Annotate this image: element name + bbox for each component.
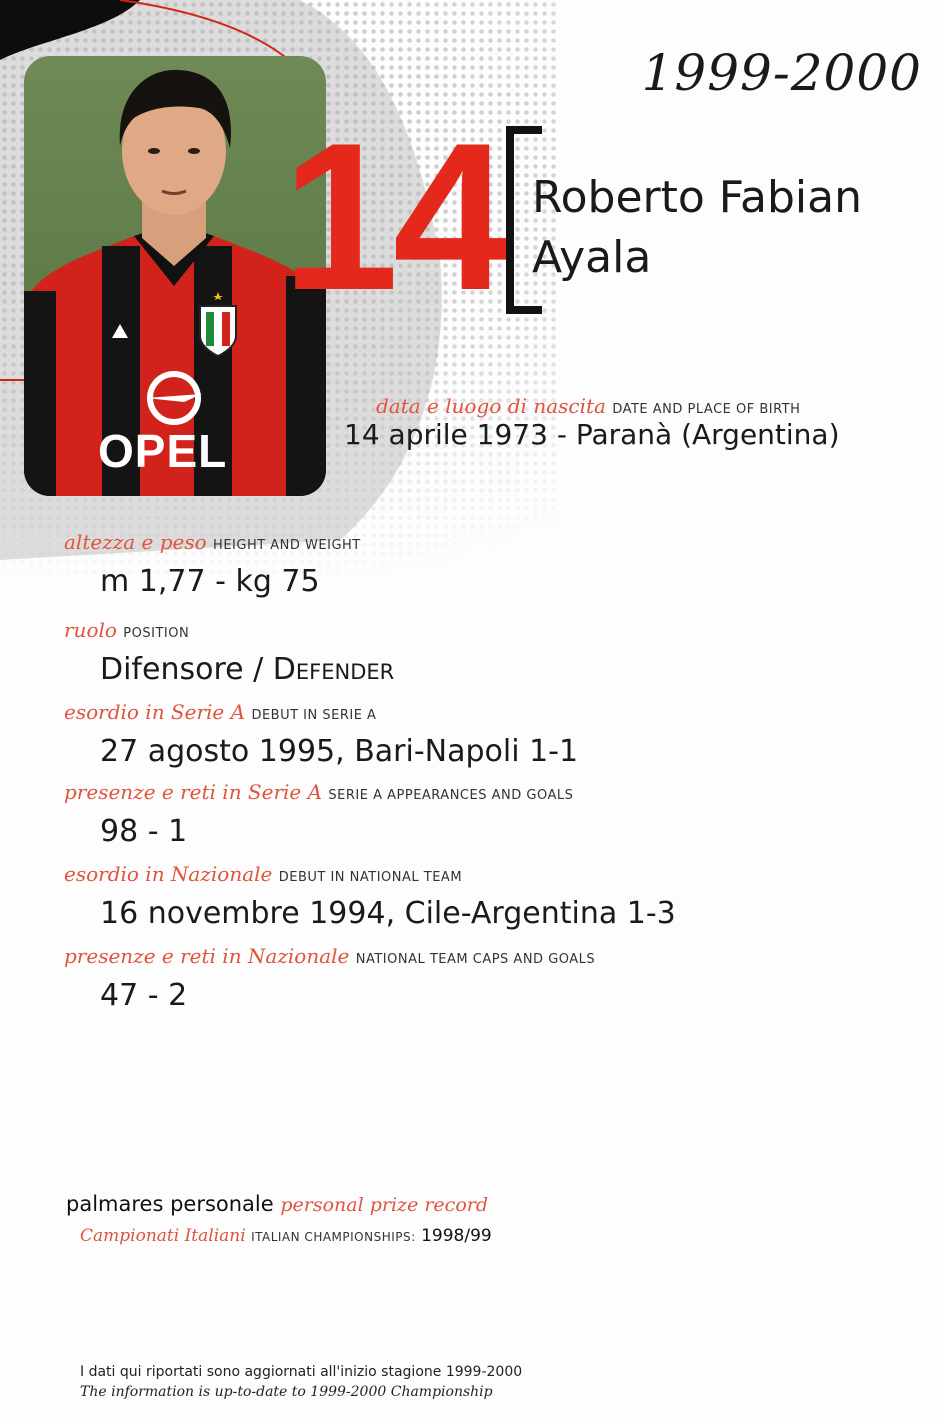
position-value-it: Difensore / — [100, 652, 264, 687]
palmares-item-label-en: ITALIAN CHAMPIONSHIPS: — [251, 1230, 416, 1244]
national-caps-label-it: presenze e reti in Nazionale — [64, 944, 350, 968]
palmares-title-it: palmares personale — [66, 1192, 274, 1216]
serie-a-debut-label-en: DEBUT IN SERIE A — [251, 708, 377, 723]
height-weight-label-it: altezza e peso — [64, 530, 207, 554]
birth-label-en: DATE AND PLACE OF BIRTH — [612, 402, 801, 417]
height-weight-label-en: HEIGHT AND WEIGHT — [213, 538, 361, 553]
palmares-title — [66, 1192, 488, 1216]
height-weight-field — [64, 530, 361, 599]
birth-value-wrap — [344, 418, 840, 451]
serie-a-apps-field — [64, 780, 573, 849]
position-label-en: POSITION — [123, 626, 190, 641]
palmares-item-label-it: Campionati Italiani — [80, 1226, 246, 1246]
player-photo — [24, 56, 326, 496]
player-last-name: Ayala — [532, 232, 652, 283]
national-caps-value: 47 - 2 — [100, 978, 188, 1013]
serie-a-apps-label-it: presenze e reti in Serie A — [64, 780, 323, 804]
national-debut-label-it: esordio in Nazionale — [64, 862, 273, 886]
national-debut-field — [64, 862, 676, 931]
palmares-item — [80, 1226, 492, 1246]
height-weight-value: m 1,77 - kg 75 — [100, 564, 320, 599]
serie-a-debut-field — [64, 700, 578, 769]
shirt-number: 14 — [282, 99, 504, 334]
position-field — [64, 618, 394, 687]
season-year: 1999-2000 — [641, 44, 922, 102]
footer-note-en: The information is up-to-date to 1999-2000 Championship — [80, 1384, 493, 1400]
national-caps-field — [64, 944, 595, 1013]
position-value — [100, 652, 394, 687]
player-first-name: Roberto Fabian — [532, 172, 862, 223]
palmares-item-value: 1998/99 — [421, 1226, 492, 1246]
national-caps-label-en: NATIONAL TEAM CAPS AND GOALS — [355, 952, 596, 967]
national-debut-label-en: DEBUT IN NATIONAL TEAM — [278, 870, 463, 885]
birth-label-it: data e luogo di nascita — [376, 394, 606, 418]
national-debut-value: 16 novembre 1994, Cile-Argentina 1-3 — [100, 896, 676, 931]
birth-field — [376, 394, 800, 418]
serie-a-debut-value: 27 agosto 1995, Bari-Napoli 1-1 — [100, 734, 579, 769]
shirt-sponsor: OPEL — [98, 425, 228, 477]
serie-a-apps-label-en: SERIE A APPEARANCES AND GOALS — [328, 788, 574, 803]
palmares-title-en: personal prize record — [280, 1194, 489, 1216]
birth-value: 14 aprile 1973 - Paranà (Argentina) — [344, 418, 840, 451]
serie-a-apps-value: 98 - 1 — [100, 814, 188, 849]
footer-note-it: I dati qui riportati sono aggiornati all'inizio stagione 1999-2000 — [80, 1364, 523, 1380]
position-value-en: Defender — [272, 652, 395, 687]
position-label-it: ruolo — [64, 618, 117, 642]
player-name — [532, 168, 862, 288]
serie-a-debut-label-it: esordio in Serie A — [64, 700, 246, 724]
